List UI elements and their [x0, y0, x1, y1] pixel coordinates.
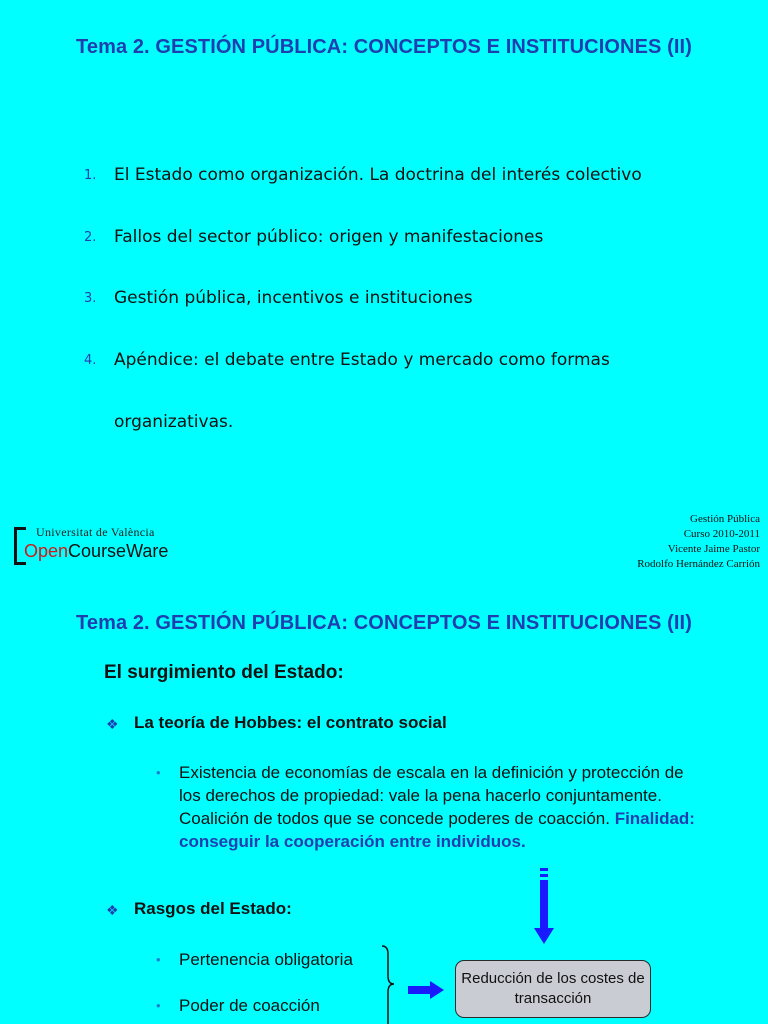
- slide-title: Tema 2. GESTIÓN PÚBLICA: CONCEPTOS E INSTITUCIONES (II): [76, 36, 692, 58]
- credit-line: Gestión Pública: [690, 513, 760, 525]
- toc-number: 1.: [84, 168, 97, 183]
- rasgo-item: Poder de coacción: [179, 996, 320, 1015]
- toc-number: 4.: [84, 353, 97, 368]
- rasgo-item: Pertenencia obligatoria: [179, 950, 353, 969]
- section-heading: El surgimiento del Estado:: [104, 662, 344, 683]
- toc-text: Apéndice: el debate entre Estado y mercado como formas: [114, 350, 610, 370]
- logo-university-name: Universitat de València: [36, 525, 155, 539]
- dot-bullet-icon: •: [156, 952, 161, 967]
- logo-opencourseware: OpenCourseWare: [24, 541, 169, 561]
- credit-line: Rodolfo Hernández Carrión: [637, 558, 760, 570]
- down-arrow-icon: [534, 868, 554, 948]
- diamond-bullet-icon: ❖: [106, 902, 119, 918]
- credits-block: [637, 512, 760, 572]
- toc-text: Fallos del sector público: origen y manifestaciones: [114, 227, 544, 247]
- ocw-logo: [14, 525, 214, 565]
- dot-bullet-icon: •: [156, 765, 161, 780]
- transaction-costs-box: Reducción de los costes de transacción: [455, 960, 651, 1018]
- bullet-hobbes-title: La teoría de Hobbes: el contrato social: [134, 713, 447, 732]
- credit-line: Vicente Jaime Pastor: [667, 543, 760, 555]
- toc-number: 3.: [84, 291, 97, 306]
- toc-text: Gestión pública, incentivos e instituciones: [114, 288, 473, 308]
- dot-bullet-icon: •: [156, 998, 161, 1013]
- bullet-rasgos-title: Rasgos del Estado:: [134, 899, 292, 918]
- slide-2: [0, 595, 768, 1024]
- toc-number: 2.: [84, 230, 97, 245]
- hobbes-paragraph: Existencia de economías de escala en la definición y protección de los derechos de propiedad: vale la pena hacerlo conjuntamente. Coalición de todos que se concede poderes de coacción. Finalidad: conseguir la cooperación entre individuos.: [179, 763, 695, 851]
- slide-title: Tema 2. GESTIÓN PÚBLICA: CONCEPTOS E INSTITUCIONES (II): [76, 612, 692, 634]
- credit-line: Curso 2010-2011: [683, 528, 760, 540]
- toc-text: El Estado como organización. La doctrina del interés colectivo: [114, 165, 642, 185]
- brace-icon: [378, 944, 398, 1024]
- right-arrow-icon: [408, 980, 444, 1000]
- toc-text-continued: organizativas.: [114, 412, 234, 432]
- diamond-bullet-icon: ❖: [106, 716, 119, 732]
- hobbes-highlight: Finalidad: conseguir la cooperación entre individuos.: [179, 809, 695, 851]
